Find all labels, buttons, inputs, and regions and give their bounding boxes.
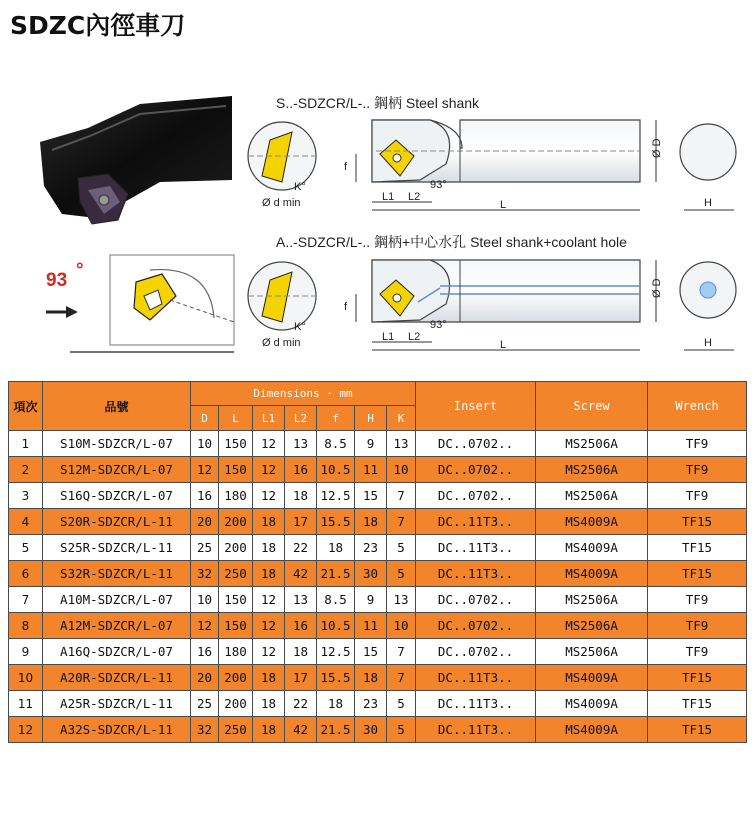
cell-part: A20R-SDZCR/L-11	[43, 665, 191, 691]
cell-f: 18	[317, 535, 355, 561]
cell-insert: DC..11T3..	[416, 509, 536, 535]
cell-h: 23	[355, 535, 387, 561]
header-d: D	[191, 406, 219, 431]
angle-93-small-label-2: 93°	[430, 319, 447, 331]
cell-no: 6	[9, 561, 43, 587]
degree-sign-icon: °	[76, 260, 84, 281]
cell-insert: DC..0702..	[416, 587, 536, 613]
f-label: f	[344, 161, 348, 173]
cell-h: 23	[355, 691, 387, 717]
table-row	[9, 665, 747, 691]
cell-d: 20	[191, 509, 219, 535]
kr-label: K°	[294, 181, 306, 193]
cell-l2: 42	[285, 561, 317, 587]
cell-screw: MS4009A	[536, 561, 648, 587]
table-row	[9, 457, 747, 483]
l2-label-2: L2	[408, 331, 421, 343]
cell-l: 250	[219, 717, 253, 743]
cell-wrench: TF15	[648, 691, 747, 717]
cell-l: 200	[219, 535, 253, 561]
cell-h: 15	[355, 483, 387, 509]
cell-h: 11	[355, 613, 387, 639]
cell-d: 25	[191, 535, 219, 561]
cell-k: 13	[387, 431, 416, 457]
header-l2: L2	[285, 406, 317, 431]
cell-l1: 12	[253, 431, 285, 457]
cell-screw: MS4009A	[536, 535, 648, 561]
cell-screw: MS4009A	[536, 717, 648, 743]
cell-d: 10	[191, 587, 219, 613]
cell-insert: DC..11T3..	[416, 665, 536, 691]
dmin-label-2: Ø d min	[262, 337, 301, 349]
cell-insert: DC..11T3..	[416, 717, 536, 743]
l-label: L	[500, 199, 507, 211]
d-label-2: Ø D	[651, 278, 663, 298]
cell-l2: 17	[285, 509, 317, 535]
tool-photo	[0, 90, 235, 250]
cell-f: 12.5	[317, 483, 355, 509]
cell-d: 20	[191, 665, 219, 691]
cell-l2: 18	[285, 639, 317, 665]
s-side-view	[344, 120, 663, 211]
cell-l: 150	[219, 431, 253, 457]
table-row	[9, 535, 747, 561]
cell-d: 12	[191, 613, 219, 639]
cell-l: 180	[219, 483, 253, 509]
cell-k: 10	[387, 457, 416, 483]
cell-insert: DC..0702..	[416, 613, 536, 639]
cell-insert: DC..0702..	[416, 639, 536, 665]
table-row	[9, 431, 747, 457]
d-label: Ø D	[651, 138, 663, 158]
cell-d: 12	[191, 457, 219, 483]
header-screw: Screw	[536, 382, 648, 431]
table-row	[9, 509, 747, 535]
spec-table-body	[9, 431, 747, 743]
tool-diagram	[0, 90, 752, 365]
cell-l: 200	[219, 509, 253, 535]
cell-screw: MS2506A	[536, 431, 648, 457]
header-k: K	[387, 406, 416, 431]
cell-l: 180	[219, 639, 253, 665]
table-row	[9, 691, 747, 717]
cell-l1: 18	[253, 665, 285, 691]
a-type-label: A..-SDZCR/L-.. 鋼柄+中心水孔 Steel shank+coolant hole	[276, 234, 627, 250]
cell-l1: 18	[253, 691, 285, 717]
cell-l: 200	[219, 665, 253, 691]
angle-93-label: 93	[46, 270, 68, 291]
cell-l: 150	[219, 613, 253, 639]
cell-k: 7	[387, 509, 416, 535]
cell-l1: 12	[253, 613, 285, 639]
cell-wrench: TF9	[648, 613, 747, 639]
cell-h: 15	[355, 639, 387, 665]
h-label: H	[704, 197, 712, 209]
cell-insert: DC..0702..	[416, 483, 536, 509]
cell-no: 10	[9, 665, 43, 691]
cell-part: A10M-SDZCR/L-07	[43, 587, 191, 613]
cell-d: 32	[191, 561, 219, 587]
cell-l1: 18	[253, 717, 285, 743]
cell-h: 18	[355, 509, 387, 535]
cell-no: 11	[9, 691, 43, 717]
cell-h: 11	[355, 457, 387, 483]
cell-l2: 17	[285, 665, 317, 691]
l-label-2: L	[500, 339, 507, 351]
cell-part: A16Q-SDZCR/L-07	[43, 639, 191, 665]
cell-l1: 12	[253, 483, 285, 509]
cell-d: 32	[191, 717, 219, 743]
cell-part: S12M-SDZCR/L-07	[43, 457, 191, 483]
cell-d: 10	[191, 431, 219, 457]
header-no: 項次	[9, 382, 43, 431]
cell-f: 21.5	[317, 561, 355, 587]
cell-l2: 16	[285, 457, 317, 483]
table-row	[9, 639, 747, 665]
cell-insert: DC..11T3..	[416, 535, 536, 561]
cell-k: 10	[387, 613, 416, 639]
cell-f: 15.5	[317, 665, 355, 691]
cell-k: 7	[387, 665, 416, 691]
cell-l2: 16	[285, 613, 317, 639]
cell-part: A12M-SDZCR/L-07	[43, 613, 191, 639]
cell-wrench: TF15	[648, 717, 747, 743]
spec-table	[8, 381, 747, 743]
cell-h: 30	[355, 717, 387, 743]
header-h: H	[355, 406, 387, 431]
cell-f: 10.5	[317, 613, 355, 639]
cell-h: 9	[355, 431, 387, 457]
cell-f: 21.5	[317, 717, 355, 743]
cell-l: 200	[219, 691, 253, 717]
cell-wrench: TF9	[648, 431, 747, 457]
cell-no: 1	[9, 431, 43, 457]
cell-l2: 42	[285, 717, 317, 743]
cell-no: 3	[9, 483, 43, 509]
table-row	[9, 717, 747, 743]
cell-part: S25R-SDZCR/L-11	[43, 535, 191, 561]
cell-no: 12	[9, 717, 43, 743]
s-type-label: S..-SDZCR/L-.. 鋼柄 Steel shank	[276, 95, 480, 111]
cell-part: S10M-SDZCR/L-07	[43, 431, 191, 457]
cell-d: 16	[191, 639, 219, 665]
cell-d: 16	[191, 483, 219, 509]
cell-wrench: TF15	[648, 535, 747, 561]
angle-93-small-label: 93°	[430, 179, 447, 191]
cell-no: 9	[9, 639, 43, 665]
cell-l2: 13	[285, 431, 317, 457]
header-f: f	[317, 406, 355, 431]
header-l: L	[219, 406, 253, 431]
page-title: SDZC內徑車刀	[10, 11, 186, 40]
cell-l1: 18	[253, 509, 285, 535]
header-insert: Insert	[416, 382, 536, 431]
h-label-2: H	[704, 337, 712, 349]
table-row	[9, 561, 747, 587]
a-side-view	[344, 260, 663, 351]
cell-no: 5	[9, 535, 43, 561]
cell-screw: MS4009A	[536, 665, 648, 691]
cell-part: A25R-SDZCR/L-11	[43, 691, 191, 717]
l2-label: L2	[408, 191, 421, 203]
cell-l2: 22	[285, 691, 317, 717]
cell-f: 18	[317, 691, 355, 717]
cell-h: 9	[355, 587, 387, 613]
cell-l2: 13	[285, 587, 317, 613]
cell-insert: DC..0702..	[416, 431, 536, 457]
cell-screw: MS2506A	[536, 587, 648, 613]
cell-wrench: TF15	[648, 665, 747, 691]
cell-no: 2	[9, 457, 43, 483]
cell-k: 7	[387, 483, 416, 509]
cell-f: 12.5	[317, 639, 355, 665]
cell-l1: 12	[253, 639, 285, 665]
cell-k: 5	[387, 535, 416, 561]
header-l1: L1	[253, 406, 285, 431]
cell-screw: MS2506A	[536, 457, 648, 483]
cell-wrench: TF9	[648, 587, 747, 613]
header-dimensions: Dimensions · mm	[191, 382, 416, 406]
cell-f: 15.5	[317, 509, 355, 535]
cell-part: A32S-SDZCR/L-11	[43, 717, 191, 743]
cell-l: 250	[219, 561, 253, 587]
s-end-view	[248, 122, 316, 209]
cell-l1: 18	[253, 561, 285, 587]
a-end-view	[248, 262, 316, 349]
cell-k: 5	[387, 561, 416, 587]
dmin-label: Ø d min	[262, 197, 301, 209]
f-label-2: f	[344, 301, 348, 313]
cell-d: 25	[191, 691, 219, 717]
cell-insert: DC..0702..	[416, 457, 536, 483]
cell-no: 7	[9, 587, 43, 613]
cell-f: 8.5	[317, 431, 355, 457]
cell-h: 30	[355, 561, 387, 587]
cell-no: 8	[9, 613, 43, 639]
cell-l1: 12	[253, 457, 285, 483]
cell-wrench: TF9	[648, 639, 747, 665]
cell-wrench: TF9	[648, 483, 747, 509]
cell-l1: 12	[253, 587, 285, 613]
cell-insert: DC..11T3..	[416, 691, 536, 717]
cell-k: 13	[387, 587, 416, 613]
cell-l: 150	[219, 457, 253, 483]
header-part: 品號	[43, 382, 191, 431]
a-section-view	[680, 262, 736, 350]
l1-label: L1	[382, 191, 395, 203]
cell-part: S32R-SDZCR/L-11	[43, 561, 191, 587]
s-section-view	[680, 124, 736, 210]
cell-l2: 18	[285, 483, 317, 509]
cell-part: S16Q-SDZCR/L-07	[43, 483, 191, 509]
cell-screw: MS2506A	[536, 613, 648, 639]
cell-screw: MS2506A	[536, 483, 648, 509]
table-row	[9, 613, 747, 639]
header-wrench: Wrench	[648, 382, 747, 431]
cell-f: 8.5	[317, 587, 355, 613]
cell-l2: 22	[285, 535, 317, 561]
cell-l1: 18	[253, 535, 285, 561]
angle-schematic	[46, 255, 234, 352]
cell-screw: MS2506A	[536, 639, 648, 665]
cell-no: 4	[9, 509, 43, 535]
cell-insert: DC..11T3..	[416, 561, 536, 587]
cell-part: S20R-SDZCR/L-11	[43, 509, 191, 535]
cell-wrench: TF15	[648, 561, 747, 587]
cell-wrench: TF15	[648, 509, 747, 535]
cell-screw: MS4009A	[536, 691, 648, 717]
cell-f: 10.5	[317, 457, 355, 483]
cell-k: 5	[387, 717, 416, 743]
cell-k: 7	[387, 639, 416, 665]
kr-label-2: K°	[294, 321, 306, 333]
table-row	[9, 587, 747, 613]
cell-screw: MS4009A	[536, 509, 648, 535]
cell-wrench: TF9	[648, 457, 747, 483]
cell-h: 18	[355, 665, 387, 691]
l1-label-2: L1	[382, 331, 395, 343]
cell-l: 150	[219, 587, 253, 613]
table-row	[9, 483, 747, 509]
cell-k: 5	[387, 691, 416, 717]
